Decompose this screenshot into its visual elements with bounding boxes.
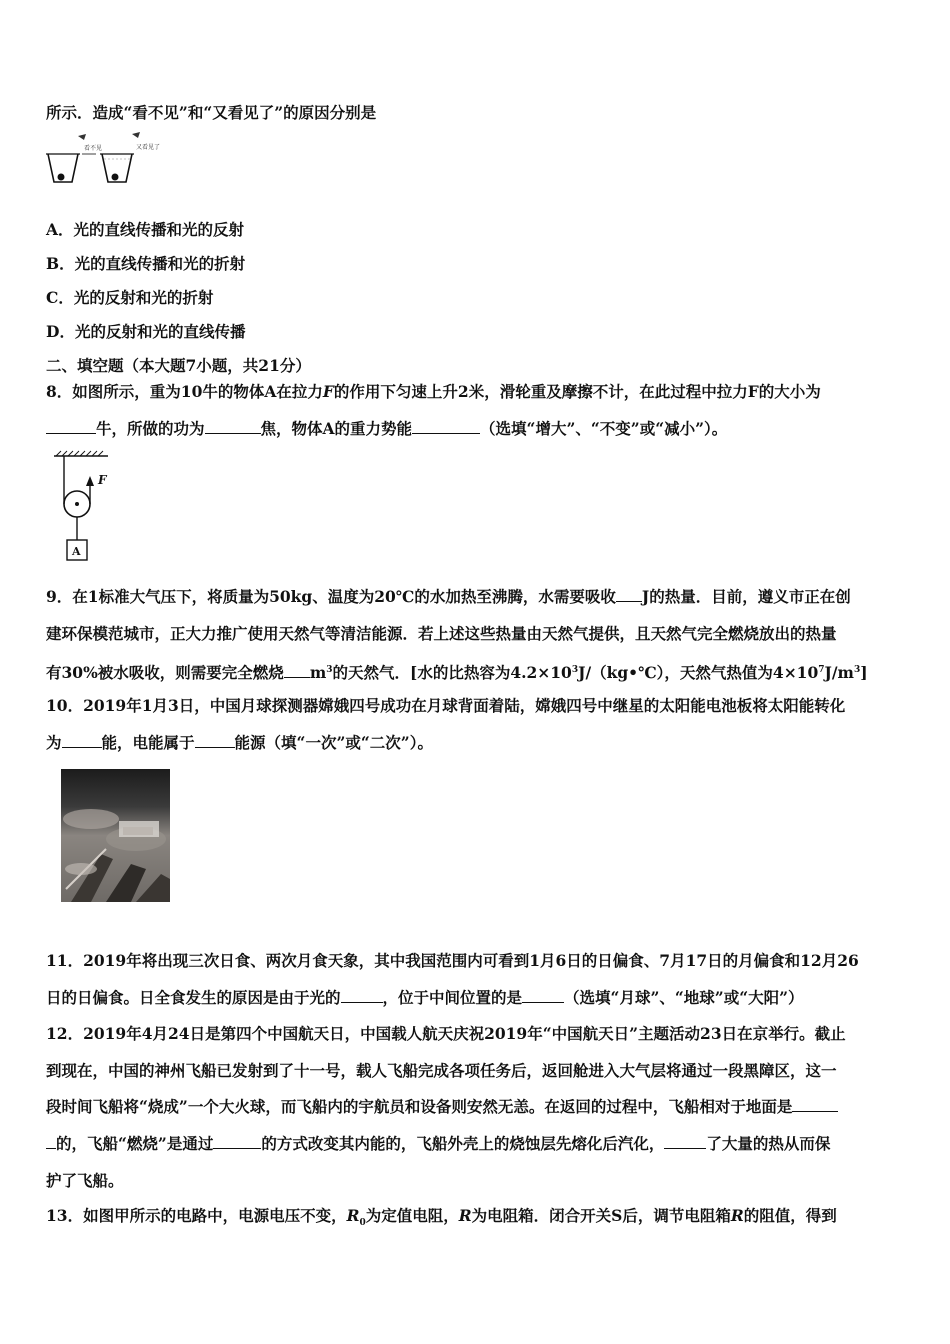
q11-blank-2[interactable]	[522, 988, 564, 1003]
q10-lunar-photo	[61, 769, 170, 902]
q9-sup-1: 3	[326, 665, 333, 675]
q9-line-2: 建环保模范城市，正大力推广使用天然气等清洁能源．若上述这些热量由天然气提供，且天然气完全燃烧放出的热量	[46, 624, 837, 643]
q8-blank-1[interactable]	[46, 419, 96, 434]
q9-blank-1[interactable]	[616, 587, 642, 602]
q11-text-c: （选填“月球”、“地球”或“大阳”）	[564, 988, 804, 1007]
q8-text-b: 的作用下匀速上升2米，滑轮重及摩擦不计，在此过程中拉力F的大小为	[333, 382, 821, 401]
q9-blank-2[interactable]	[284, 663, 310, 678]
q10-line-2	[46, 733, 433, 753]
q10-text-a: 为	[46, 733, 62, 752]
q13-text-d: 的阻值，得到	[743, 1206, 837, 1225]
q12-blank-1-cont	[46, 1134, 56, 1149]
q11-line-2	[46, 988, 804, 1008]
q8-blank-3[interactable]	[412, 419, 480, 434]
q12-text-a: 段时间飞船将“烧成”一个大火球，而飞船内的宇航员和设备则安然无恙。在返回的过程中，飞船相对于地面是	[46, 1097, 793, 1116]
q8-blank-2[interactable]	[205, 419, 261, 434]
q13-r0-symbol: R	[346, 1206, 360, 1225]
q13-line-1	[46, 1206, 837, 1233]
q13-text-a: 13．如图甲所示的电路中，电源电压不变，	[46, 1206, 347, 1225]
q12-line-3	[46, 1097, 838, 1117]
q11-text-a: 日的日偏食。日全食发生的原因是由于光的	[46, 988, 341, 1007]
q8-fig-block: A	[72, 545, 81, 558]
q7-option-b: B．光的直线传播和光的折射	[46, 254, 246, 273]
q12-line-5: 护了飞船。	[46, 1171, 124, 1190]
q8-text-c: 牛，所做的功为	[96, 419, 205, 438]
q9-text-e: 的天然气．[水的比热容为4.2×10	[332, 663, 572, 683]
q9-text-c: 有30%被水吸收，则需要完全燃烧	[46, 663, 284, 683]
q7-option-c: C．光的反射和光的折射	[46, 288, 214, 307]
q10-text-b: 能，电能属于	[101, 733, 195, 752]
q12-text-d: 了大量的热从而保	[706, 1134, 831, 1153]
q7-label-1: 看不见	[84, 145, 103, 152]
q8-line-2	[46, 419, 727, 439]
q8-text-a: 8．如图所示，重为10牛的物体A在拉力	[46, 382, 323, 401]
q9-text-g: J/m	[824, 663, 854, 683]
q13-text-c: 为电阻箱．闭合开关S后，调节电阻箱	[471, 1206, 731, 1225]
q7-option-a: A．光的直线传播和光的反射	[46, 220, 245, 239]
q8-line-1	[46, 382, 821, 402]
q9-sup-3: 7	[818, 665, 825, 675]
q11-text-b: ，位于中间位置的是	[382, 988, 523, 1007]
q7-stem-tail: 所示．造成“看不见”和“又看见了”的原因分别是	[46, 103, 377, 122]
q9-text-b: J的热量．目前，遵义市正在创	[641, 587, 851, 606]
section-2-title: 二、填空题（本大题7小题，共21分）	[46, 356, 311, 375]
q8-fig-force: F	[98, 473, 107, 487]
q7-label-2: 又看见了	[136, 144, 161, 151]
q12-line-2: 到现在，中国的神州飞船已发射到了十一号，载人飞船完成各项任务后，返回舱进入大气层将通过一段黑障区，这一	[46, 1061, 837, 1080]
q9-line-1	[46, 587, 851, 607]
q12-text-b: 的，飞船“燃烧”是通过	[56, 1134, 214, 1153]
q9-text-a: 9．在1标准大气压下，将质量为50kg、温度为20℃的水加热至沸腾，水需要吸收	[46, 587, 616, 606]
q9-text-d: m	[309, 663, 327, 683]
q9-sup-4: 3	[853, 665, 861, 675]
q11-line-1: 11．2019年将出现三次日食、两次月食天象，其中我国范围内可看到1月6日的日偏食、7月17日的月偏食和12月26	[46, 951, 859, 970]
q13-r0-sub: 0	[359, 1218, 366, 1229]
q13-text-b: 为定值电阻，	[365, 1206, 459, 1225]
q10-text-c: 能源（填“一次”或“二次”）。	[234, 733, 433, 752]
q12-line-1: 12．2019年4月24日是第四个中国航天日，中国载人航天庆祝2019年“中国航天日”主题活动23日在京举行。截止	[46, 1024, 846, 1043]
q7-option-d: D．光的反射和光的直线传播	[46, 322, 246, 341]
q9-text-f: J/（kg•℃），天然气热值为4×10	[578, 663, 819, 683]
q13-r-symbol: R	[458, 1206, 472, 1225]
q12-text-c: 的方式改变其内能的，飞船外壳上的烧蚀层先熔化后汽化，	[261, 1134, 665, 1153]
q8-text-d: 焦，物体A的重力势能	[260, 419, 413, 438]
q12-blank-3[interactable]	[664, 1134, 706, 1149]
q8-pulley-figure	[52, 450, 122, 566]
q9-text-h: ]	[860, 663, 868, 683]
q9-line-3	[46, 660, 868, 683]
q9-sup-2: 3	[571, 665, 579, 675]
q8-force-symbol: F	[322, 382, 334, 401]
q10-blank-1[interactable]	[62, 733, 102, 748]
q12-blank-2[interactable]	[213, 1134, 261, 1149]
q7-cup-figure	[44, 132, 174, 187]
q13-r-symbol-2: R	[730, 1206, 744, 1225]
q10-blank-2[interactable]	[195, 733, 235, 748]
q10-line-1: 10．2019年1月3日，中国月球探测器嫦娥四号成功在月球背面着陆，嫦娥四号中继星的太阳能电池板将太阳能转化	[46, 696, 846, 715]
q11-blank-1[interactable]	[341, 988, 383, 1003]
q8-text-e: （选填“增大”、“不变”或“减小”）。	[480, 419, 728, 438]
q12-blank-1[interactable]	[792, 1097, 838, 1112]
q12-line-4	[46, 1134, 830, 1154]
